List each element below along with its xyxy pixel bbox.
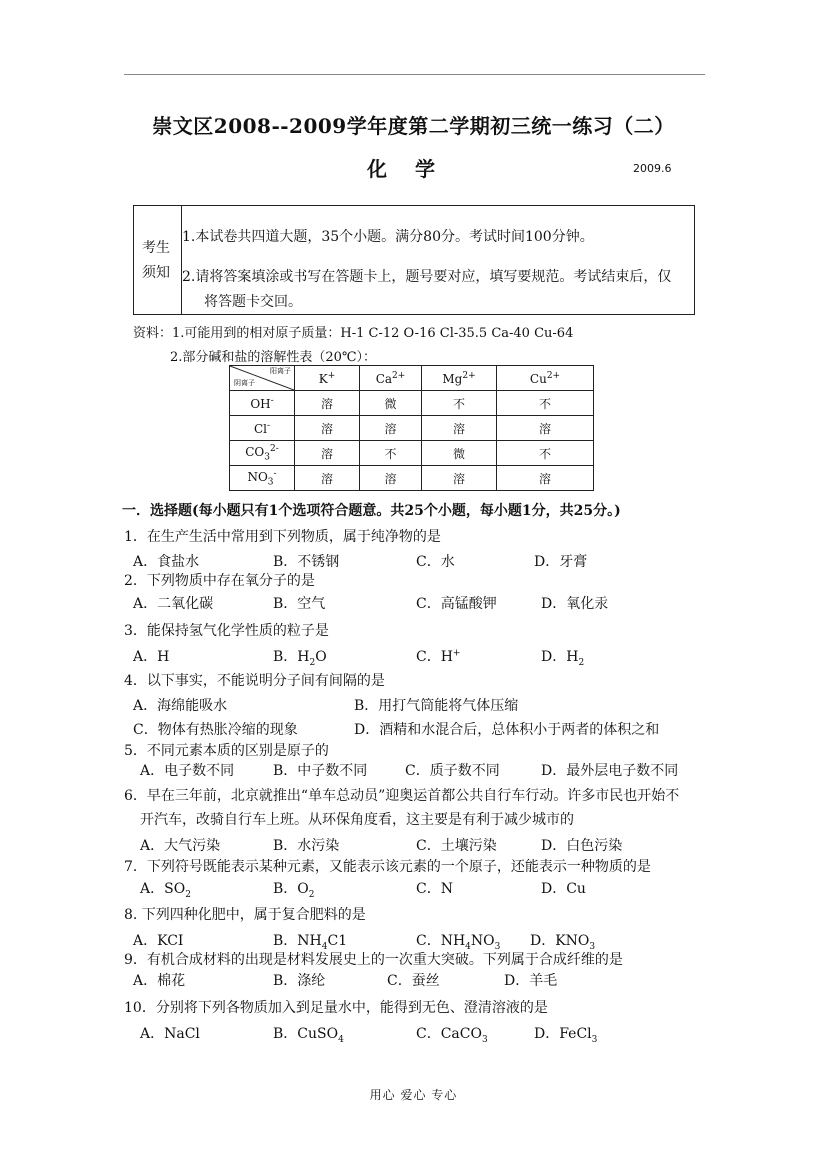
- solubility-cell: 微: [360, 391, 422, 416]
- option-a: A．食盐水: [133, 554, 200, 570]
- candidate-notice-box: [133, 205, 695, 315]
- question-stem: 5．不同元素本质的区别是原子的: [124, 743, 329, 759]
- option-d: D．FeCl$_3$: [534, 1026, 598, 1045]
- question-stem: 3．能保持氢气化学性质的粒子是: [124, 623, 329, 639]
- solubility-cell: 溶: [422, 416, 497, 441]
- question-stem-cont: 开汽车，改骑自行车上班。从环保角度看，这主要是有利于减少城市的: [140, 812, 574, 828]
- option-d: D．牙膏: [534, 554, 588, 570]
- anion-cell: OH-: [230, 391, 295, 416]
- solubility-cell: 溶: [360, 416, 422, 441]
- option-b: B．不锈钢: [273, 554, 340, 570]
- option-c: C．物体有热胀冷缩的现象: [133, 722, 298, 738]
- notice-item-2-line2: 将答题卡交回。: [204, 294, 302, 310]
- option-a: A．海绵能吸水: [133, 698, 228, 714]
- cation-header: $Mg^{2+}$: [422, 366, 497, 391]
- solubility-cell: 溶: [360, 466, 422, 491]
- option-b: B．涤纶: [273, 973, 326, 989]
- solubility-cell: 溶: [497, 416, 594, 441]
- question-stem: 7．下列符号既能表示某种元素，又能表示该元素的一个原子，还能表示一种物质的是: [124, 859, 651, 875]
- notice-item-2-line1: 2.请将答案填涂或书写在答题卡上，题号要对应，填写要规范。考试结束后，仅: [182, 269, 672, 285]
- notice-label-line2: 须知: [142, 265, 170, 281]
- solubility-cell: 溶: [497, 466, 594, 491]
- top-rule: [124, 74, 705, 75]
- solubility-table: [229, 365, 594, 491]
- option-d: D．最外层电子数不同: [541, 763, 679, 779]
- solubility-cell: 溶: [295, 466, 360, 491]
- section-heading: 一．选择题(每小题只有1个选项符合题意。共25个小题，每小题1分，共25分。): [122, 503, 621, 519]
- option-d: D．Cu: [541, 881, 586, 897]
- option-b: B．空气: [273, 596, 326, 612]
- option-a: A．大气污染: [140, 838, 221, 854]
- option-c: C．H+: [416, 648, 461, 665]
- table-row: [230, 441, 594, 466]
- solubility-cell: 溶: [295, 441, 360, 466]
- solubility-cell: 溶: [295, 416, 360, 441]
- table-row: [230, 466, 594, 491]
- option-c: C．CaCO$_3$: [416, 1026, 488, 1045]
- question-stem: 1．在生产生活中常用到下列物质，属于纯净物的是: [124, 529, 441, 545]
- option-d: D．氧化汞: [541, 596, 609, 612]
- option-d: D．$H_2$: [541, 649, 585, 668]
- notice-item-1: 1.本试卷共四道大题，35个小题。满分80分。考试时间100分钟。: [182, 229, 594, 245]
- notice-label-cell: [134, 206, 182, 314]
- option-d: D．$KNO_3$: [530, 933, 596, 952]
- option-b: B．中子数不同: [273, 763, 368, 779]
- option-b: B．水污染: [273, 838, 340, 854]
- page-footer: 用心 爱心 专心: [369, 1088, 458, 1102]
- option-b: B．用打气筒能将气体压缩: [354, 698, 519, 714]
- table-row: [230, 391, 594, 416]
- option-c: C．水: [416, 554, 455, 570]
- option-b: B．CuSO$_4$: [273, 1026, 344, 1045]
- option-b: B．$H_2O$: [273, 649, 327, 668]
- question-stem: 9．有机合成材料的出现是材料发展史上的一次重大突破。下列属于合成纤维的是: [124, 952, 623, 968]
- option-a: A．KCI: [133, 933, 184, 949]
- solubility-cell: 不: [422, 391, 497, 416]
- solubility-cell: 溶: [422, 466, 497, 491]
- option-a: A．二氧化碳: [133, 596, 214, 612]
- option-c: C．高锰酸钾: [416, 596, 497, 612]
- option-c: C．质子数不同: [405, 763, 500, 779]
- option-d: D．羊毛: [504, 973, 558, 989]
- question-stem: 8. 下列四种化肥中，属于复合肥料的是: [124, 907, 366, 923]
- option-a: A．NaCl: [140, 1026, 200, 1042]
- subject-title: 化学: [367, 157, 463, 181]
- option-d: D．酒精和水混合后，总体积小于两者的体积之和: [354, 722, 660, 738]
- table-header-row: [230, 366, 594, 391]
- option-a: A．H: [133, 649, 170, 665]
- corner-anion-label: 阴离子: [234, 379, 255, 387]
- solubility-cell: 溶: [295, 391, 360, 416]
- option-c: C．土壤污染: [416, 838, 497, 854]
- exam-title: 崇文区2008--2009学年度第二学期初三统一练习（二）: [152, 114, 675, 138]
- cation-header: K+: [295, 366, 360, 391]
- anion-cell: $CO_3^{2-}$: [230, 441, 295, 466]
- option-c: C．N: [416, 881, 453, 897]
- option-c: C．$NH_4NO_3$: [416, 933, 501, 952]
- reference-line-1: 资料：1.可能用到的相对原子质量：H-1 C-12 O-16 Cl-35.5 Ca-40 Cu-64: [133, 326, 574, 341]
- solubility-cell: 不: [497, 391, 594, 416]
- option-a: A．电子数不同: [140, 763, 235, 779]
- option-a: A．棉花: [133, 973, 186, 989]
- table-row: [230, 416, 594, 441]
- solubility-cell: 不: [497, 441, 594, 466]
- option-b: B．$NH_4C1$: [273, 933, 348, 952]
- solubility-cell: 微: [422, 441, 497, 466]
- question-stem: 6．早在三年前，北京就推出“单车总动员”迎奥运首都公共自行车行动。许多市民也开始不: [124, 788, 680, 804]
- anion-cell: $NO_3^-$: [230, 466, 295, 491]
- option-d: D．白色污染: [541, 838, 623, 854]
- exam-date: 2009.6: [633, 162, 672, 175]
- question-stem: 2．下列物质中存在氧分子的是: [124, 573, 315, 589]
- option-c: C．蚕丝: [387, 973, 440, 989]
- solubility-cell: 不: [360, 441, 422, 466]
- reference-line-2: 2.部分碱和盐的溶解性表（20℃）：: [170, 350, 376, 365]
- cation-header: $Cu^{2+}$: [497, 366, 594, 391]
- question-stem: 10．分别将下列各物质加入到足量水中，能得到无色、澄清溶液的是: [124, 1000, 548, 1016]
- cation-header: $Ca^{2+}$: [360, 366, 422, 391]
- anion-cell: Cl-: [230, 416, 295, 441]
- question-stem: 4．以下事实，不能说明分子间有间隔的是: [124, 673, 385, 689]
- table-corner-cell: [230, 366, 295, 391]
- option-a: A．$SO_2$: [140, 881, 191, 900]
- notice-label-line1: 考生: [142, 240, 170, 256]
- option-b: B．$O_2$: [273, 881, 315, 900]
- corner-cation-label: 阳离子: [270, 367, 291, 375]
